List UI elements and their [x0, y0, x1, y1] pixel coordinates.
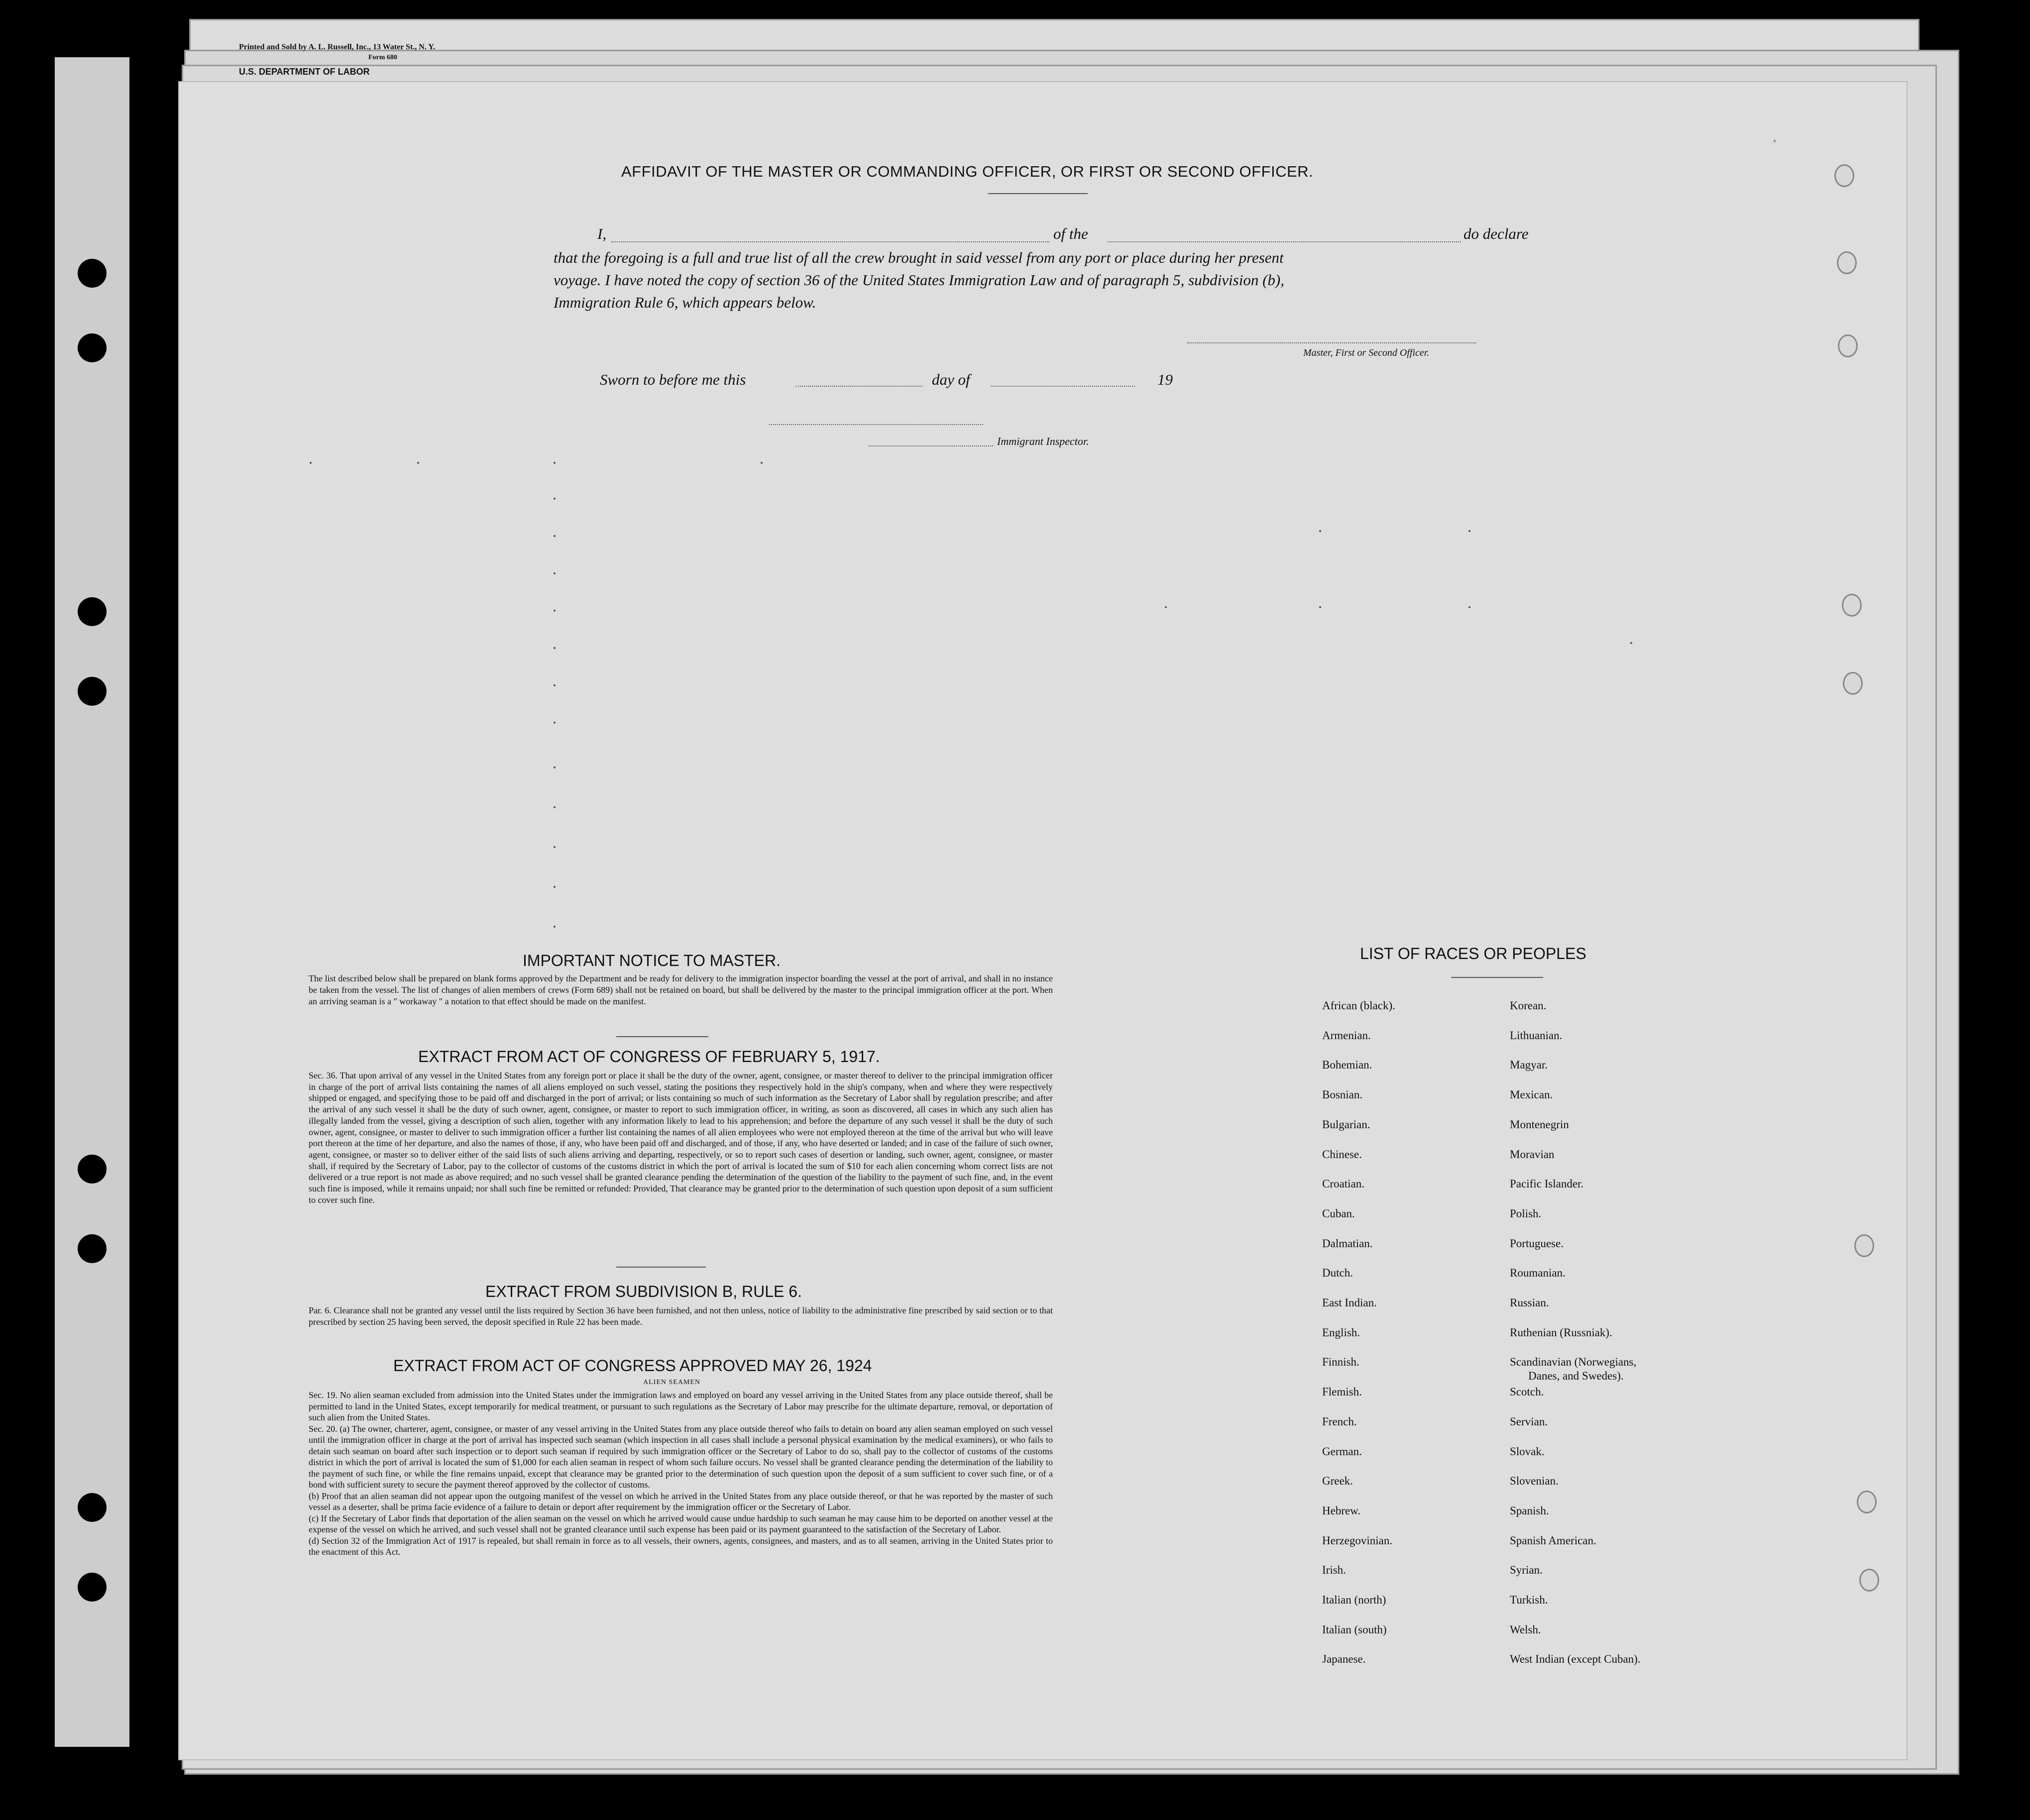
race-item: Cuban.: [1322, 1207, 1355, 1220]
race-item: Portuguese.: [1510, 1237, 1564, 1250]
punch-hole: [78, 1155, 107, 1183]
affidavit-line-2: that the foregoing is a full and true list of all the crew brought in said vessel from any port or place during her present: [554, 249, 1284, 266]
race-item: Montenegrin: [1510, 1118, 1569, 1131]
printer-line: Printed and Sold by A. L. Russell, Inc., 13 Water St., N. Y.: [239, 43, 436, 51]
race-item: Armenian.: [1322, 1029, 1371, 1042]
rule-6-body: Par. 6. Clearance shall not be granted any vessel until the lists required by Section 36 have been furnished, and not then unless, notice of liability to the administrative fine prescribed by said section or to that prescribed by section 25 having been served, the deposit specified in Rule 22 has been made.: [309, 1305, 1053, 1327]
extract-1924-subtitle: ALIEN SEAMEN: [643, 1379, 701, 1386]
race-item: Spanish.: [1510, 1504, 1549, 1517]
divider: [616, 1036, 708, 1037]
race-item: Russian.: [1510, 1296, 1549, 1309]
punch-hole: [78, 1573, 107, 1602]
sec-20b-paragraph: (b) Proof that an alien seaman did not appear upon the outgoing manifest of the vessel on which he arrived in the United States from any place outside thereof, or that he was reported by the master of such vessel as a deserter, shall be prima facie evidence of a failure to detain or deport after requirement by the immigration officer or the Secretary of Labor.: [309, 1491, 1053, 1512]
race-item: Magyar.: [1510, 1059, 1548, 1071]
race-item: Italian (north): [1322, 1594, 1386, 1606]
binder-ring: [1842, 594, 1862, 617]
rule-6-title: EXTRACT FROM SUBDIVISION B, RULE 6.: [485, 1283, 802, 1300]
race-item: Syrian.: [1510, 1564, 1543, 1576]
divider: [988, 193, 1088, 194]
inspector-signature-line: [869, 445, 993, 446]
master-signature-label: Master, First or Second Officer.: [1303, 347, 1430, 358]
punch-hole: [78, 677, 107, 706]
punch-hole: [78, 1493, 107, 1522]
race-item: Slovak.: [1510, 1445, 1545, 1458]
race-item: Servian.: [1510, 1415, 1548, 1428]
master-signature-line: [1187, 342, 1476, 343]
sworn-year: 19: [1157, 371, 1173, 388]
binder-strip: [55, 57, 129, 1747]
race-item: Pacific Islander.: [1510, 1178, 1584, 1190]
affidavit-line-3: voyage. I have noted the copy of section 36 of the United States Immigration Law and of paragraph 5, subdivision (b),: [554, 271, 1284, 289]
binder-ring: [1854, 1234, 1874, 1257]
sec-20a-paragraph: Sec. 20. (a) The owner, charterer, agent, consignee, or master of any vessel arriving in the United States from any place outside thereof who fails to detain on board any alien seaman employed on such vessel until the immigration officer in charge at the port of arrival has inspected such seaman (which inspection in all cases shall include a personal physical examination by the medical examiners), or who fails to detain such seaman on board after such inspection or to deport such seaman if required by such immigration officer or the Secretary of Labor to do so, shall pay to the collector of customs of the customs district in which the port of arrival is located the sum of $1,000 for each alien seaman in respect of whom such failure occurs. No vessel shall be granted clearance pending the determination of the liability to the payment of such fine, or while the fine remains unpaid, except that clearance may be granted prior to the determination of such question upon the deposit of a sum sufficient to cover such fine, or of a bond with sufficient surety to secure the payment thereof approved by the collector of customs.: [309, 1423, 1053, 1490]
race-item: Turkish.: [1510, 1594, 1548, 1606]
binder-ring: [1837, 251, 1857, 274]
race-item: Danes, and Swedes).: [1528, 1370, 1624, 1382]
race-item: Ruthenian (Russniak).: [1510, 1326, 1612, 1339]
race-item: Slovenian.: [1510, 1475, 1559, 1487]
punch-hole: [78, 597, 107, 626]
name-blank: [611, 241, 1049, 242]
races-title: LIST OF RACES OR PEOPLES: [1360, 945, 1586, 963]
sworn-text: Sworn to before me this: [600, 371, 746, 388]
race-item: Bohemian.: [1322, 1059, 1372, 1071]
punch-hole: [78, 333, 107, 362]
affidavit-declare: do declare: [1464, 225, 1529, 242]
binder-ring: [1834, 164, 1854, 187]
inspector-blank-a: [769, 424, 983, 425]
race-item: Greek.: [1322, 1475, 1353, 1487]
race-item: Roumanian.: [1510, 1267, 1566, 1279]
race-item: Dalmatian.: [1322, 1237, 1373, 1250]
form-number: Form 680: [368, 54, 397, 61]
race-item: Croatian.: [1322, 1178, 1364, 1190]
race-item: Irish.: [1322, 1564, 1346, 1576]
race-item: English.: [1322, 1326, 1360, 1339]
notice-title: IMPORTANT NOTICE TO MASTER.: [523, 952, 781, 969]
race-item: Chinese.: [1322, 1148, 1362, 1161]
race-item: African (black).: [1322, 999, 1395, 1012]
race-item: Lithuanian.: [1510, 1029, 1563, 1042]
sworn-day-of: day of: [932, 371, 970, 388]
punch-hole: [78, 1234, 107, 1263]
race-item: West Indian (except Cuban).: [1510, 1653, 1641, 1665]
race-item: Welsh.: [1510, 1623, 1541, 1636]
race-item: Bulgarian.: [1322, 1118, 1370, 1131]
binder-ring: [1857, 1491, 1877, 1513]
race-item: Herzegovinian.: [1322, 1534, 1393, 1547]
race-item: Italian (south): [1322, 1623, 1387, 1636]
stamp-mark: ◔: [1770, 134, 1778, 149]
extract-1917-title: EXTRACT FROM ACT OF CONGRESS OF FEBRUARY 5, 1917.: [418, 1048, 880, 1066]
race-item: Mexican.: [1510, 1088, 1553, 1101]
affidavit-title: AFFIDAVIT OF THE MASTER OR COMMANDING OFFICER, OR FIRST OR SECOND OFFICER.: [621, 163, 1314, 180]
affidavit-of-the: of the: [1053, 225, 1088, 242]
race-item: Moravian: [1510, 1148, 1555, 1161]
race-item: Scotch.: [1510, 1386, 1544, 1398]
binder-ring: [1843, 672, 1863, 695]
sworn-day-blank: [795, 386, 922, 387]
divider: [1451, 977, 1543, 978]
race-item: Scandinavian (Norwegians,: [1510, 1356, 1637, 1368]
inspector-label: Immigrant Inspector.: [997, 435, 1089, 447]
race-item: East Indian.: [1322, 1296, 1377, 1309]
department-line: U.S. DEPARTMENT OF LABOR: [239, 67, 370, 76]
race-item: Korean.: [1510, 999, 1547, 1012]
sec-20c-paragraph: (c) If the Secretary of Labor finds that deportation of the alien seaman on the vessel on which he arrived would cause undue hardship to such seaman he may cause him to be deported on another vessel at the expense of the vessel on which he arrived, and such vessel shall not be granted clearance until such expense has been paid or its payment guaranteed to the satisfaction of the Secretary of Labor.: [309, 1513, 1053, 1534]
divider: [616, 1267, 706, 1268]
race-item: Bosnian.: [1322, 1088, 1363, 1101]
race-item: French.: [1322, 1415, 1357, 1428]
affidavit-line-4: Immigration Rule 6, which appears below.: [554, 294, 816, 311]
notice-body: The list described below shall be prepared on blank forms approved by the Department and be ready for delivery to the immigration inspector boarding the vessel at the port of arrival, and shall in no instance be taken from the vessel. The list of changes of alien members of crews (Form 689) shall not be retained on board, but shall be delivered by the master to the principal immigration officer at the port. When an arriving seaman is a " workaway " a notation to that effect should be made on the manifest.: [309, 973, 1053, 1006]
race-item: German.: [1322, 1445, 1362, 1458]
extract-1917-body: Sec. 36. That upon arrival of any vessel in the United States from any foreign port or place it shall be the duty of the owner, agent, consignee, or master thereof to deliver to the principal immigration officer in charge of the port of arrival lists containing the names of all aliens employed on such vessel, stating the positions they respectively hold in the ship's company, when and where they were respectively shipped or engaged, and specifying those to be paid off and discharged in the port of arrival; or lists containing so much of such information as the Secretary of Labor shall by regulation prescribe; and after the arrival of any such vessel it shall be the duty of such owner, agent, consignee, or master to report to such immigration officer, in writing, as soon as discovered, all cases in which any such alien has illegally landed from the vessel, giving a description of such alien, together with any information likely to lead to his apprehension; and before the departure of any such vessel it shall be the duty of such owner, agent, consignee, or master to deliver to such immigration officer a further list containing the names of all alien employees who were not employed thereon at the time of the arrival but who will leave port thereon at the time of her departure, and also the names of those, if any, who have been paid off and discharged, and of those, if any, who have deserted or landed; and in case of the failure of such owner, agent, consignee, or master so to deliver either of the said lists of such aliens arriving and departing, respectively, or so to report such cases of desertion or landing, such owner, agent, consignee, or master shall, if required by the Secretary of Labor, pay to the collector of customs of the customs district in which the port of arrival is located the sum of $10 for each alien concerning whom correct lists are not delivered or a true report is not made as above required; and no such vessel shall be granted clearance pending the determination of the question of the liability to the payment of such fine, and, in the event such fine is imposed, while it remains unpaid; nor shall such fine be remitted or refunded: Provided, That clearance may be granted prior to the determination of such question upon deposit of a sum sufficient to cover such fine.: [309, 1071, 1053, 1205]
race-item: Hebrew.: [1322, 1504, 1361, 1517]
race-item: Japanese.: [1322, 1653, 1366, 1665]
extract-1924-title: EXTRACT FROM ACT OF CONGRESS APPROVED MAY 26, 1924: [393, 1357, 872, 1375]
punch-hole: [78, 259, 107, 288]
sec-20d-paragraph: (d) Section 32 of the Immigration Act of 1917 is repealed, but shall remain in force as to all vessels, their owners, agents, consignees, and masters, and as to all seamen, arriving in the United States prior to the enactment of this Act.: [309, 1535, 1053, 1557]
sworn-month-blank: [991, 386, 1135, 387]
race-item: Spanish American.: [1510, 1534, 1596, 1547]
vessel-blank: [1108, 241, 1461, 242]
affidavit-i: I,: [597, 225, 607, 242]
binder-ring: [1859, 1569, 1879, 1592]
race-item: Polish.: [1510, 1207, 1542, 1220]
race-item: Flemish.: [1322, 1386, 1362, 1398]
race-item: Finnish.: [1322, 1356, 1359, 1368]
sec-19-paragraph: Sec. 19. No alien seaman excluded from admission into the United States under the immigration laws and employed on board any vessel arriving in the United States from any place outside thereof, shall be permitted to land in the United States, except temporarily for medical treatment, or pursuant to such regulations as the Secretary of Labor may prescribe for the ultimate departure, removal, or deportation of such alien from the United States.: [309, 1390, 1053, 1422]
binder-ring: [1838, 334, 1858, 357]
extract-1924-body: [309, 1390, 1053, 1558]
race-item: Dutch.: [1322, 1267, 1353, 1279]
